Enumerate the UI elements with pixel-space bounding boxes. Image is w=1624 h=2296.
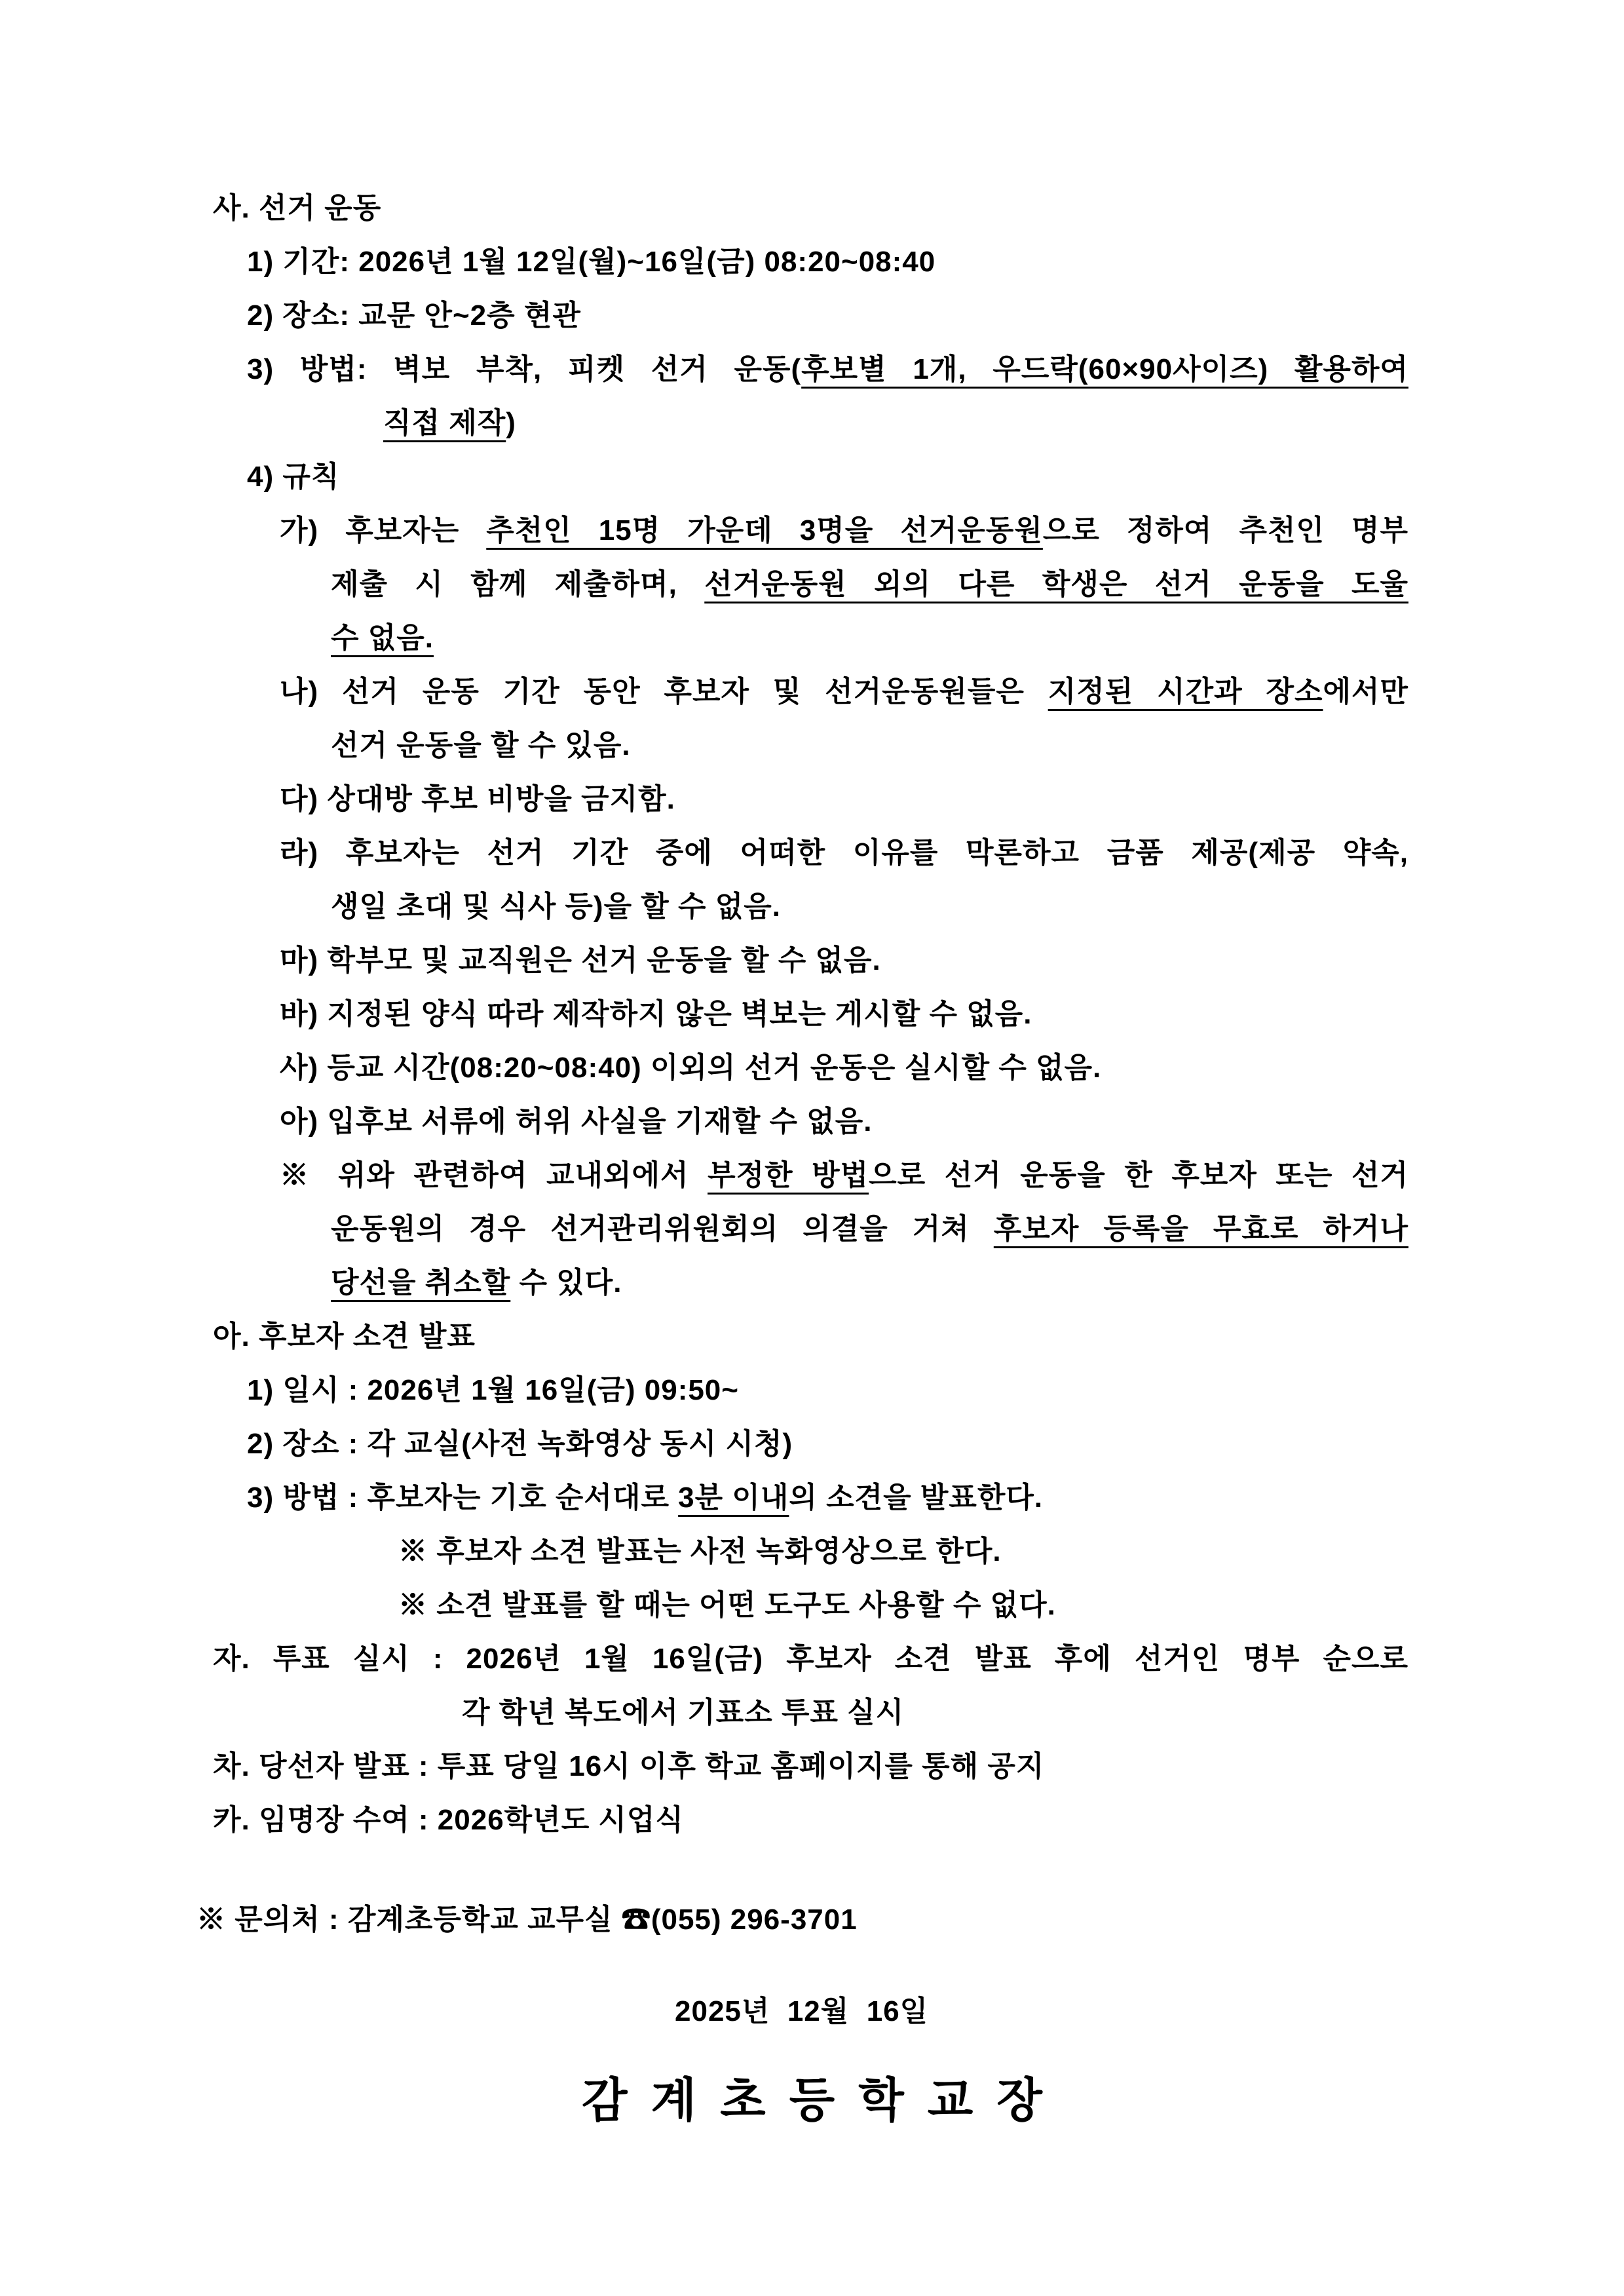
text-run: 수 있다. — [510, 1267, 622, 1299]
text-run: 라) 후보자는 선거 기간 중에 어떠한 이유를 막론하고 금품 제공(제공 약속, — [280, 837, 1408, 869]
text-run: ) — [506, 407, 516, 439]
speech-datetime — [247, 1364, 1408, 1417]
text-run: 감 계 초 등 학 교 장 — [582, 2075, 1048, 2127]
underlined-text: 당선을 취소할 — [331, 1267, 511, 1299]
underlined-text: 선거운동원 외의 다른 학생은 선거 운동을 도울 — [704, 568, 1408, 600]
item-rules-heading — [247, 450, 1408, 504]
text-run: 다) 상대방 후보 비방을 금지함. — [280, 783, 675, 815]
item-appointment — [213, 1793, 1408, 1847]
speech-place — [247, 1417, 1408, 1471]
rule-ga-cont2 — [331, 611, 1408, 665]
text-run: ※ 문의처 : 감계초등학교 교무실 ☎(055) 296-3701 — [197, 1904, 858, 1936]
text-run: 아) 입후보 서류에 허위 사실을 기재할 수 없음. — [280, 1105, 873, 1138]
rule-ra — [280, 826, 1408, 880]
rule-sa — [280, 1041, 1408, 1095]
text-run: 으로 선거 운동을 한 후보자 또는 선거 — [869, 1159, 1408, 1191]
text-run: 3) 방법: 벽보 부착, 피켓 선거 운동( — [247, 353, 802, 385]
issue-date — [675, 1985, 1408, 2038]
note-penalty-cont2 — [331, 1256, 1408, 1310]
underlined-text: 부정한 방법 — [708, 1159, 869, 1191]
rule-da — [280, 773, 1408, 826]
underlined-text: 수 없음. — [331, 622, 434, 654]
rule-a — [280, 1095, 1408, 1149]
underlined-text: 후보별 1개, 우드락(60×90사이즈) 활용하여 — [801, 353, 1408, 385]
underlined-text: 직접 제작 — [383, 407, 506, 439]
text-run: 1) 기간: 2026년 1월 12일(월)~16일(금) 08:20~08:40 — [247, 246, 936, 278]
section-sa-heading — [213, 182, 1408, 235]
rule-na-cont — [331, 719, 1408, 773]
rule-ba — [280, 987, 1408, 1041]
speech-note-2 — [398, 1578, 1408, 1632]
text-run: 생일 초대 및 식사 등)을 할 수 없음. — [331, 890, 781, 923]
text-run: 사. 선거 운동 — [213, 192, 382, 224]
item-vote-cont — [462, 1686, 1408, 1740]
underlined-text: 추천인 15명 가운데 3명을 선거운동원 — [486, 514, 1043, 546]
text-run: 바) 지정된 양식 따라 제작하지 않은 벽보는 게시할 수 없음. — [280, 998, 1032, 1030]
underlined-text: 후보자 등록을 무효로 하거나 — [993, 1213, 1408, 1245]
item-method — [247, 343, 1408, 396]
rule-na — [280, 665, 1408, 719]
text-run: 선거 운동을 할 수 있음. — [331, 729, 631, 761]
text-run: 2) 장소 : 각 교실(사전 녹화영상 동시 시청) — [247, 1428, 793, 1460]
text-run: 의 소견을 발표한다. — [789, 1482, 1044, 1514]
item-method-cont — [383, 396, 1408, 450]
rule-ga — [280, 504, 1408, 558]
speech-note-1 — [398, 1525, 1408, 1578]
rule-ra-cont — [331, 880, 1408, 934]
text-run: 으로 정하여 추천인 명부 — [1042, 514, 1408, 546]
text-run: 1) 일시 : 2026년 1월 16일(금) 09:50~ — [247, 1374, 739, 1406]
text-run: 나) 선거 운동 기간 동안 후보자 및 선거운동원들은 — [280, 676, 1048, 708]
text-run: 2) 장소: 교문 안~2층 현관 — [247, 299, 581, 332]
item-vote — [213, 1632, 1408, 1686]
text-run: 가) 후보자는 — [280, 514, 487, 546]
text-run: 2025년 12월 16일 — [675, 1995, 929, 2027]
text-run: 제출 시 함께 제출하며, — [331, 568, 705, 600]
item-period — [247, 235, 1408, 289]
text-run: 카. 임명장 수여 : 2026학년도 시업식 — [213, 1804, 684, 1836]
text-run: 에서만 — [1323, 676, 1408, 708]
speech-method — [247, 1471, 1408, 1525]
signature-principal — [582, 2065, 1408, 2137]
underlined-text: 지정된 시간과 장소 — [1048, 676, 1323, 708]
note-penalty — [280, 1149, 1408, 1202]
text-run: 마) 학부모 및 교직원은 선거 운동을 할 수 없음. — [280, 944, 881, 976]
underlined-text: 3분 이내 — [678, 1482, 789, 1514]
note-penalty-cont1 — [331, 1202, 1408, 1256]
text-run: 4) 규칙 — [247, 461, 340, 493]
text-run: ※ 후보자 소견 발표는 사전 녹화영상으로 한다. — [398, 1535, 1002, 1567]
text-run: 운동원의 경우 선거관리위원회의 의결을 거쳐 — [331, 1213, 994, 1245]
text-run: 사) 등교 시간(08:20~08:40) 이외의 선거 운동은 실시할 수 없음. — [280, 1052, 1102, 1084]
text-run: ※ 위와 관련하여 교내외에서 — [280, 1159, 708, 1191]
section-a-heading — [213, 1310, 1408, 1364]
text-run: ※ 소견 발표를 할 때는 어떤 도구도 사용할 수 없다. — [398, 1589, 1056, 1621]
item-winner-announcement — [213, 1740, 1408, 1793]
text-run: 아. 후보자 소견 발표 — [213, 1320, 476, 1352]
rule-ma — [280, 934, 1408, 987]
contact-info — [197, 1893, 1408, 1947]
item-place — [247, 289, 1408, 343]
text-run: 3) 방법 : 후보자는 기호 순서대로 — [247, 1482, 679, 1514]
rule-ga-cont1 — [331, 558, 1408, 611]
text-run: 자. 투표 실시 : 2026년 1월 16일(금) 후보자 소견 발표 후에 선거인 명부 순으로 — [213, 1643, 1408, 1675]
text-run: 차. 당선자 발표 : 투표 당일 16시 이후 학교 홈페이지를 통해 공지 — [213, 1750, 1045, 1782]
text-run: 각 학년 복도에서 기표소 투표 실시 — [462, 1696, 905, 1729]
